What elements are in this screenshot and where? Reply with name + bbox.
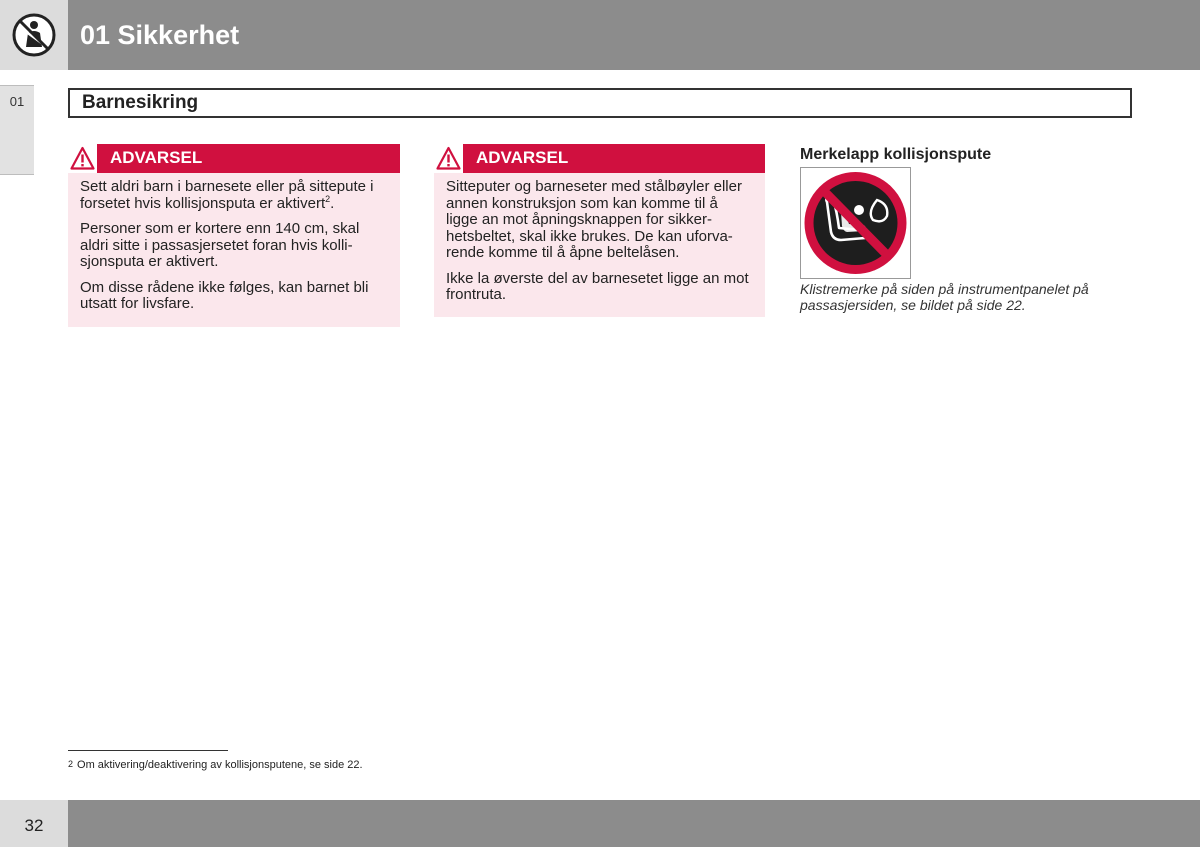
warning-box-1 (68, 144, 400, 327)
chapter-tab-label: 01 (9, 94, 25, 109)
footer-bar (68, 800, 1200, 847)
warning-triangle-icon (434, 144, 463, 173)
warning-label: ADVARSEL (476, 148, 569, 167)
warning-triangle-icon (68, 144, 97, 173)
footnote-ref: 2 (325, 193, 331, 204)
warning-box-2 (434, 144, 765, 317)
footnote-text: Om aktivering/deaktivering av kollisjonsputene, se side 22. (77, 759, 363, 771)
section-heading (68, 88, 1132, 118)
section-title: Barnesikring (82, 92, 199, 113)
no-child-seat-airbag-icon (800, 167, 911, 279)
chapter-title: 01 Sikkerhet (80, 20, 240, 50)
seatbelt-icon (12, 13, 56, 57)
warning-label: ADVARSEL (110, 148, 203, 167)
airbag-label-title: Merkelapp kollisjonspute (800, 146, 992, 163)
page-number: 32 (24, 816, 44, 835)
warning-body (68, 173, 400, 321)
warning-paragraph: Ikke la øverste del av barnesetet ligge an mot frontruta. (446, 269, 749, 303)
warning-paragraph: Personer som er kortere enn 140 cm, skal aldri sitte i passasjersetet foran hvis kolli-sjonsputa er aktivert. (80, 220, 360, 270)
warning-paragraph: Sett aldri barn i barnesete eller på sittepute i forsetet hvis kollisjonsputa er aktivert$^2$. (80, 178, 374, 212)
warning-header (68, 144, 400, 173)
footnote-rule (68, 750, 228, 751)
warning-header (434, 144, 765, 173)
footnote-number: 2 (68, 759, 74, 769)
footnote (68, 759, 363, 771)
warning-paragraph: Om disse rådene ikke følges, kan barnet bli utsatt for livsfare. (80, 278, 369, 312)
warning-body (434, 173, 765, 312)
warning-paragraph: Sitteputer og barneseter med stålbøyler eller annen konstruksjon som kan komme til å ligge an mot åpningsknappen for sikker-hetsbeltet, skal ikke brukes. De kan uforva-rende komme til å åpne beltelåsen. (446, 178, 742, 261)
airbag-label-caption: Klistremerke på siden på instrumentpanelet på passasjersiden, se bildet på side 22. (800, 281, 1089, 313)
chapter-tab (0, 85, 34, 175)
